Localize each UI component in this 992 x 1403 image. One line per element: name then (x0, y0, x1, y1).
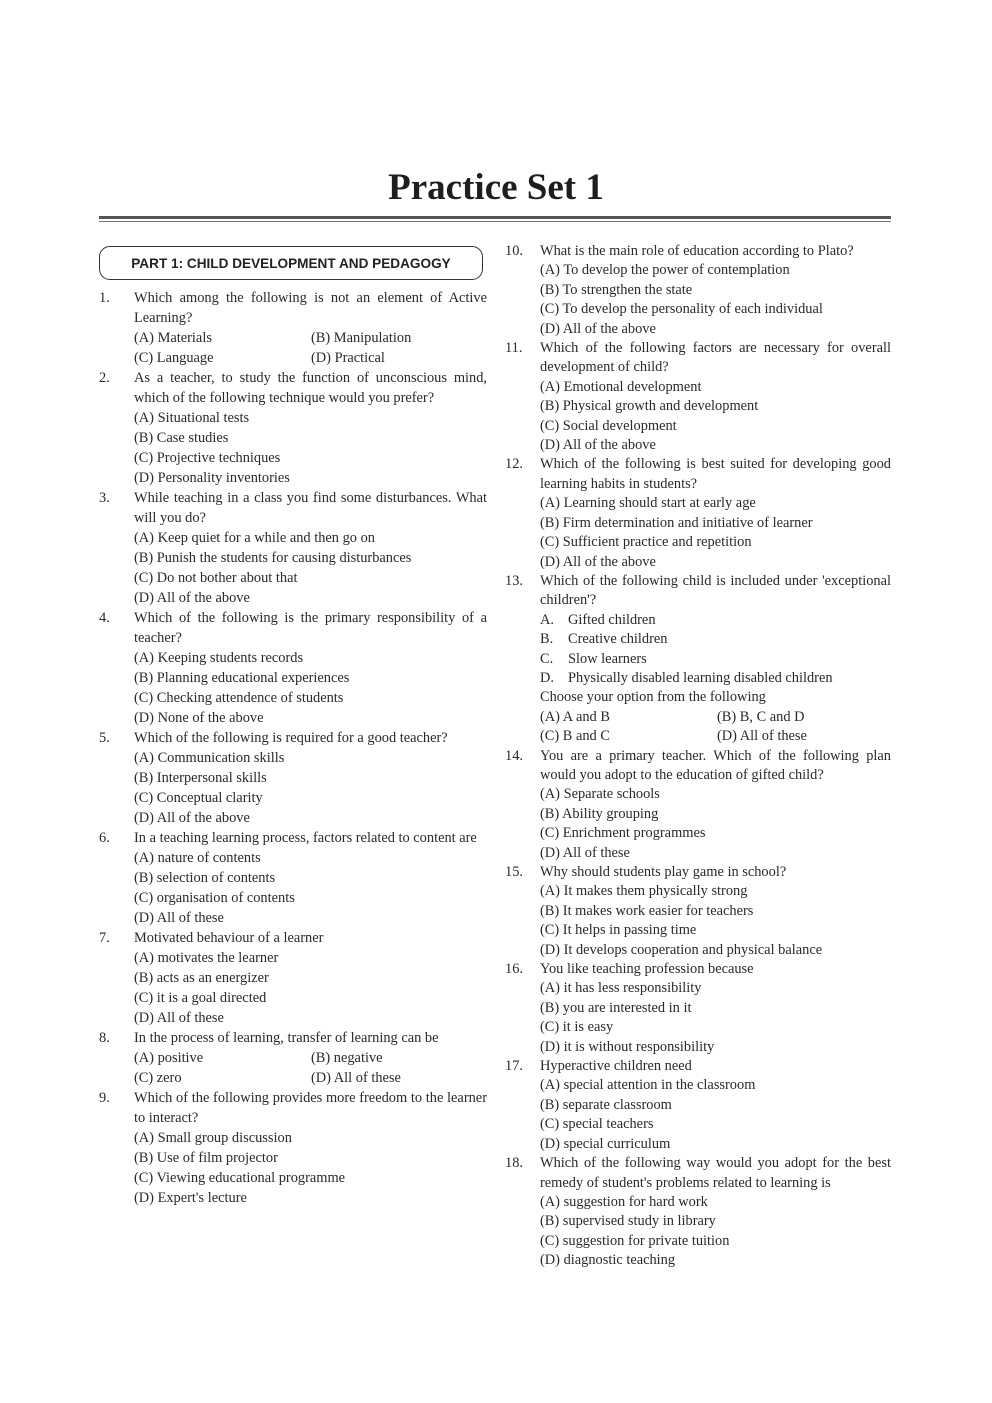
question-number: 13. (505, 572, 523, 589)
option: (A) it has less responsibility (540, 980, 702, 997)
options (505, 882, 891, 960)
question-text: While teaching in a class you find some disturbances. What will you do? (134, 490, 487, 526)
question-11 (505, 339, 891, 455)
question-text: Which of the following way would you adopt for the best remedy of student's problems related to learning is (540, 1155, 891, 1191)
page-title: Practice Set 1 (388, 167, 604, 208)
question-number: 14. (505, 747, 523, 764)
option: (A) Separate schools (540, 786, 660, 803)
option: (C) Projective techniques (134, 450, 281, 466)
option: (B) Physical growth and development (540, 398, 759, 415)
option: (D) All of these (540, 844, 630, 861)
sub-list-item (540, 669, 891, 688)
option: (B) selection of contents (134, 870, 276, 886)
title-rule-thin (99, 221, 891, 222)
option: (B) negative (311, 1050, 383, 1066)
question-number: 5. (99, 730, 110, 746)
options (99, 328, 487, 368)
option: (C) organisation of contents (134, 890, 295, 906)
options (99, 848, 487, 928)
question-3 (99, 488, 487, 608)
option: (D) diagnostic teaching (540, 1252, 676, 1269)
option: (C) it is easy (540, 1019, 614, 1036)
question-18 (505, 1154, 891, 1270)
question-number: 2. (99, 370, 110, 386)
options (505, 785, 891, 863)
option: (A) nature of contents (134, 850, 261, 866)
options (99, 528, 487, 608)
sub-list-text: Gifted children (568, 611, 656, 628)
part-heading: PART 1: CHILD DEVELOPMENT AND PEDAGOGY (99, 246, 483, 280)
option: (D) All of the above (540, 437, 656, 454)
question-text: As a teacher, to study the function of unconscious mind, which of the following technique would you prefer? (134, 370, 487, 406)
sub-list-label: D. (540, 669, 554, 686)
options (505, 378, 891, 456)
option: (A) special attention in the classroom (540, 1077, 756, 1094)
option: (D) All of the above (134, 590, 250, 606)
question-number: 9. (99, 1090, 110, 1106)
option: (D) All of these (717, 728, 807, 745)
option: (C) Conceptual clarity (134, 790, 263, 806)
options (505, 494, 891, 572)
option: (C) Do not bother about that (134, 570, 298, 586)
options (505, 261, 891, 339)
sub-list-item (540, 611, 891, 630)
options (99, 1048, 487, 1088)
question-text: In the process of learning, transfer of learning can be (134, 1030, 439, 1046)
option: (C) To develop the personality of each individual (540, 301, 823, 318)
question-6 (99, 828, 487, 928)
option: (C) zero (134, 1070, 182, 1086)
question-8 (99, 1028, 487, 1088)
option: (D) It develops cooperation and physical balance (540, 941, 823, 958)
option: (D) Practical (311, 350, 385, 366)
question-number: 7. (99, 930, 110, 946)
option: (A) suggestion for hard work (540, 1193, 708, 1210)
question-number: 12. (505, 456, 523, 473)
option: (C) Social development (540, 417, 677, 434)
sub-list (505, 611, 891, 689)
question-text: Which of the following is required for a good teacher? (134, 730, 448, 746)
option: (B) Ability grouping (540, 805, 659, 822)
question-text: Which of the following provides more freedom to the learner to interact? (134, 1090, 487, 1126)
option: (D) special curriculum (540, 1135, 671, 1152)
question-number: 1. (99, 290, 110, 306)
question-17 (505, 1057, 891, 1154)
option: (B) Firm determination and initiative of learner (540, 514, 813, 531)
sub-list-label: A. (540, 611, 554, 628)
option: (B) Case studies (134, 430, 229, 446)
question-16 (505, 960, 891, 1057)
right-column (505, 242, 891, 1271)
option: (D) All of these (134, 1010, 224, 1026)
option: (B) It makes work easier for teachers (540, 902, 754, 919)
option: (B) Planning educational experiences (134, 670, 350, 686)
option: (B) acts as an energizer (134, 970, 269, 986)
question-14 (505, 747, 891, 863)
option: (A) Keeping students records (134, 650, 304, 666)
question-7 (99, 928, 487, 1028)
options (99, 1128, 487, 1208)
question-text: Which of the following is the primary responsibility of a teacher? (134, 610, 487, 646)
question-number: 18. (505, 1155, 523, 1172)
question-number: 8. (99, 1030, 110, 1046)
question-15 (505, 863, 891, 960)
option: (A) positive (134, 1050, 204, 1066)
options (99, 648, 487, 728)
option: (A) Communication skills (134, 750, 285, 766)
option: (D) Expert's lecture (134, 1190, 247, 1206)
option: (A) Situational tests (134, 410, 250, 426)
question-number: 4. (99, 610, 110, 626)
option: (A) A and B (540, 708, 610, 725)
sub-list-item (540, 650, 891, 669)
option: (D) All of the above (134, 810, 250, 826)
question-13 (505, 572, 891, 747)
question-number: 17. (505, 1058, 523, 1075)
choose-instruction: Choose your option from the following (540, 689, 766, 706)
options (505, 1076, 891, 1154)
question-10 (505, 242, 891, 339)
sub-list-label: C. (540, 650, 554, 667)
option: (D) All of these (311, 1070, 401, 1086)
question-9 (99, 1088, 487, 1208)
option: (C) Viewing educational programme (134, 1170, 346, 1186)
question-2 (99, 368, 487, 488)
option: (B) you are interested in it (540, 999, 692, 1016)
option: (C) It helps in passing time (540, 922, 697, 939)
question-text: Why should students play game in school? (540, 864, 787, 880)
question-text: Hyperactive children need (540, 1058, 692, 1075)
question-1 (99, 288, 487, 368)
sub-list-text: Slow learners (568, 650, 647, 667)
left-column (99, 288, 487, 1208)
sub-list-text: Physically disabled learning disabled children (568, 669, 833, 686)
question-text: What is the main role of education according to Plato? (540, 243, 854, 259)
question-text: Which of the following child is included under 'exceptional children'? (540, 572, 891, 609)
options (99, 408, 487, 488)
option: (B) To strengthen the state (540, 281, 693, 298)
sub-list-text: Creative children (568, 631, 668, 648)
option: (D) Personality inventories (134, 470, 290, 486)
option: (C) Language (134, 350, 214, 366)
option: (B) separate classroom (540, 1096, 672, 1113)
option: (A) Materials (134, 330, 212, 346)
option: (A) It makes them physically strong (540, 883, 748, 900)
options (505, 1193, 891, 1271)
option: (C) Sufficient practice and repetition (540, 534, 752, 551)
option: (D) it is without responsibility (540, 1038, 715, 1055)
question-text: You like teaching profession because (540, 961, 754, 978)
question-12 (505, 455, 891, 571)
question-text: In a teaching learning process, factors related to content are (134, 830, 477, 846)
option: (D) All of the above (540, 320, 656, 337)
option: (A) Keep quiet for a while and then go on (134, 530, 375, 546)
option: (B) Punish the students for causing disturbances (134, 550, 412, 566)
option: (B) supervised study in library (540, 1213, 716, 1230)
question-text: Which among the following is not an element of Active Learning? (134, 290, 487, 326)
question-number: 11. (505, 340, 523, 357)
sub-list-item (540, 630, 891, 649)
option: (A) motivates the learner (134, 950, 279, 966)
options (505, 708, 891, 747)
title-rule-thick (99, 216, 891, 219)
question-number: 15. (505, 864, 523, 880)
option: (B) Use of film projector (134, 1150, 278, 1166)
option: (A) Small group discussion (134, 1130, 292, 1146)
options (99, 748, 487, 828)
option: (A) Learning should start at early age (540, 495, 756, 512)
sub-list-label: B. (540, 631, 554, 648)
question-number: 16. (505, 961, 523, 978)
options (505, 979, 891, 1057)
question-5 (99, 728, 487, 828)
option: (B) Manipulation (311, 330, 412, 346)
option: (C) Enrichment programmes (540, 825, 706, 842)
question-number: 6. (99, 830, 110, 846)
option: (D) All of these (134, 910, 224, 926)
option: (D) All of the above (540, 553, 656, 570)
option: (B) B, C and D (717, 708, 805, 725)
question-text: Which of the following factors are necessary for overall development of child? (540, 340, 891, 376)
option: (A) Emotional development (540, 378, 702, 395)
options (99, 948, 487, 1028)
question-text: You are a primary teacher. Which of the following plan would you adopt to the education of gifted child? (540, 747, 891, 783)
option: (C) it is a goal directed (134, 990, 267, 1006)
option: (C) special teachers (540, 1116, 654, 1133)
option: (C) B and C (540, 728, 610, 745)
question-text: Which of the following is best suited for developing good learning habits in students? (540, 456, 891, 492)
option: (A) To develop the power of contemplation (540, 262, 790, 279)
question-4 (99, 608, 487, 728)
question-number: 10. (505, 243, 523, 259)
option: (C) suggestion for private tuition (540, 1232, 730, 1249)
option: (B) Interpersonal skills (134, 770, 267, 786)
question-text: Motivated behaviour of a learner (134, 930, 324, 946)
option: (C) Checking attendence of students (134, 690, 344, 706)
option: (D) None of the above (134, 710, 264, 726)
question-number: 3. (99, 490, 110, 506)
